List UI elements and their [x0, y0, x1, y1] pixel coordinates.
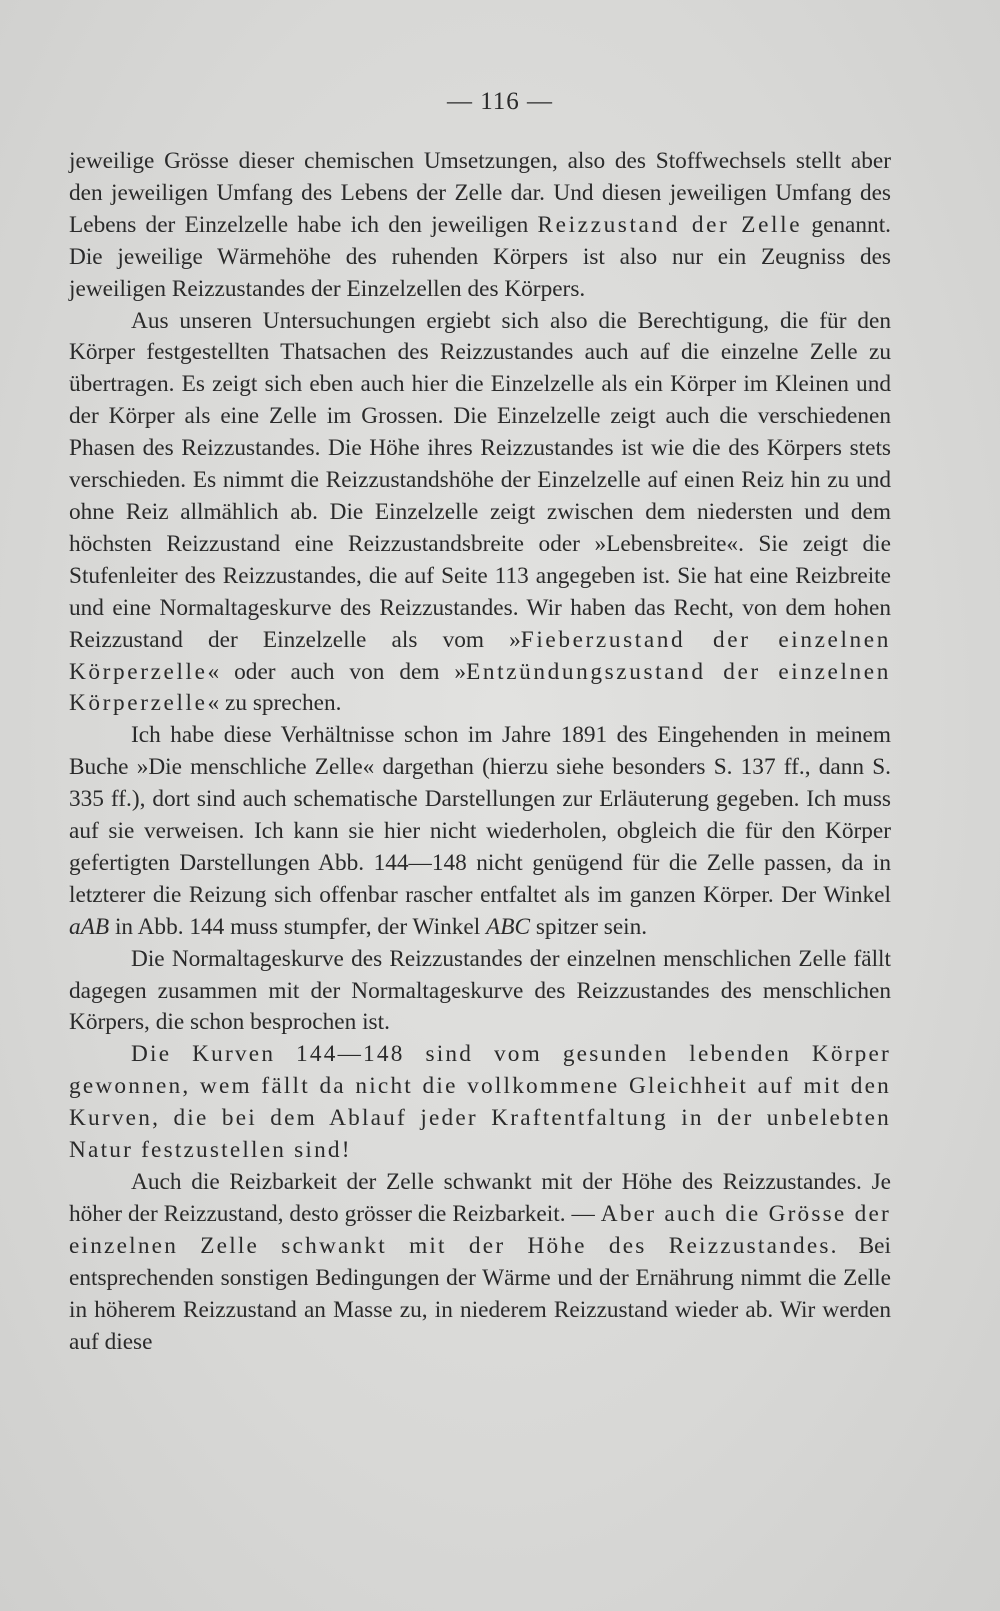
- paragraph-5-spaced-text: Die Kurven 144—148 sind vom gesunden lebenden Körper gewonnen, wem fällt da nicht die vollkommene Gleichheit auf mit den Kurven, die bei dem Ablauf jeder Kraftentfaltung in der unbelebten Natur festzustellen sind!: [69, 1041, 891, 1164]
- paragraph-2-text-b: « oder auch von dem »: [207, 658, 467, 685]
- paragraph-2: [69, 306, 891, 721]
- paragraph-1-text-b: genannt. Die jeweilige Wärmehöhe des ruhenden Körpers ist also nur ein Zeugniss des jeweiligen Reizzustandes der Einzelzellen des Körpers.: [69, 211, 891, 302]
- paragraph-4: [69, 944, 891, 1040]
- paragraph-2-text-c: « zu sprechen.: [207, 690, 342, 717]
- page-body: [69, 146, 891, 1358]
- paragraph-2-text-a: Aus unseren Untersuchungen ergiebt sich also die Berechtigung, die für den Körper festgestellten Thatsachen des Reizzustandes auch auf die einzelne Zelle zu übertragen. Es zeigt sich eben auch hier die Einzelzelle als ein Körper im Kleinen und der Körper als eine Zelle im Grossen. Die Einzelzelle zeigt auch die verschiedenen Phasen des Reizzustandes. Die Höhe ihres Reizzustandes ist wie die des Körpers stets verschieden. Es nimmt die Reizzustandshöhe der Einzelzelle auf einen Reiz hin zu und ohne Reiz allmählich ab. Die Einzelzelle zeigt zwischen dem niedersten und dem höchsten Reizzustand eine Reizzustandsbreite oder »Lebensbreite«. Sie zeigt die Stufenleiter des Reizzustandes, die auf Seite 113 angegeben ist. Sie hat eine Reizbreite und eine Normaltageskurve des Reizzustandes. Wir haben das Recht, von dem hohen Reizzustand der Einzelzelle als vom »: [69, 307, 891, 653]
- paragraph-2-spaced-term-fieber: Fieberzustand der einzelnen Körperzelle: [69, 626, 891, 685]
- paragraph-6-text-a: Auch die Reizbarkeit der Zelle schwankt mit der Höhe des Reizzustandes. Je höher der Reizzustand, desto grösser die Reizbarkeit. —: [69, 1169, 891, 1227]
- paragraph-3: [69, 720, 891, 943]
- paragraph-6-text-b: Bei entsprechenden sonstigen Bedingungen der Wärme und der Ernährung nimmt die Zelle in höherem Reizzustand an Masse zu, in niederem Reizzustand wieder ab. Wir werden auf diese: [69, 1232, 891, 1355]
- paragraph-3-text-b: in Abb. 144 muss stumpfer, der Winkel: [109, 913, 487, 940]
- paragraph-3-text-a: Ich habe diese Verhältnisse schon im Jahre 1891 des Eingehenden in meinem Buche »Die menschliche Zelle« dargethan (hierzu siehe besonders S. 137 ff., dann S. 335 ff.), dort sind auch schematische Darstellungen zur Erläuterung gegeben. Ich muss auf sie verweisen. Ich kann sie hier nicht wiederholen, obgleich die für den Körper gefertigten Darstellungen Abb. 144—148 nicht genügend für die Zelle passen, da in letzterer die Reizung sich offenbar rascher entfaltet als im ganzen Körper. Der Winkel: [69, 722, 891, 908]
- angle-aab-label: aAB: [69, 913, 110, 940]
- paragraph-1: [69, 146, 891, 306]
- paragraph-1-text-a: jeweilige Grösse dieser chemischen Umsetzungen, also des Stoffwechsels stellt aber den jeweiligen Umfang des Lebens der Zelle dar. Und diesen jeweiligen Umfang des Lebens der Einzelzelle habe ich den jeweiligen: [69, 148, 891, 238]
- paragraph-4-text: Die Normaltageskurve des Reizzustandes der einzelnen menschlichen Zelle fällt dagegen zusammen mit der Normaltageskurve des Reizzustandes des menschlichen Körpers, die schon besprochen ist.: [69, 945, 891, 1036]
- paragraph-3-text-c: spitzer sein.: [530, 913, 648, 940]
- paragraph-6: [69, 1167, 891, 1358]
- paragraph-2-spaced-term-entzuendung: Entzündungszustand der einzelnen Körperzelle: [69, 658, 891, 717]
- paragraph-1-spaced-term: Reizzustand der Zelle: [537, 211, 803, 238]
- page-number: — 116 —: [446, 88, 554, 115]
- paragraph-6-spaced-text: Aber auch die Grösse der einzelnen Zelle schwankt mit der Höhe des Reizzustandes.: [69, 1200, 892, 1259]
- angle-abc-label: ABC: [486, 913, 531, 940]
- paragraph-5: [69, 1039, 891, 1167]
